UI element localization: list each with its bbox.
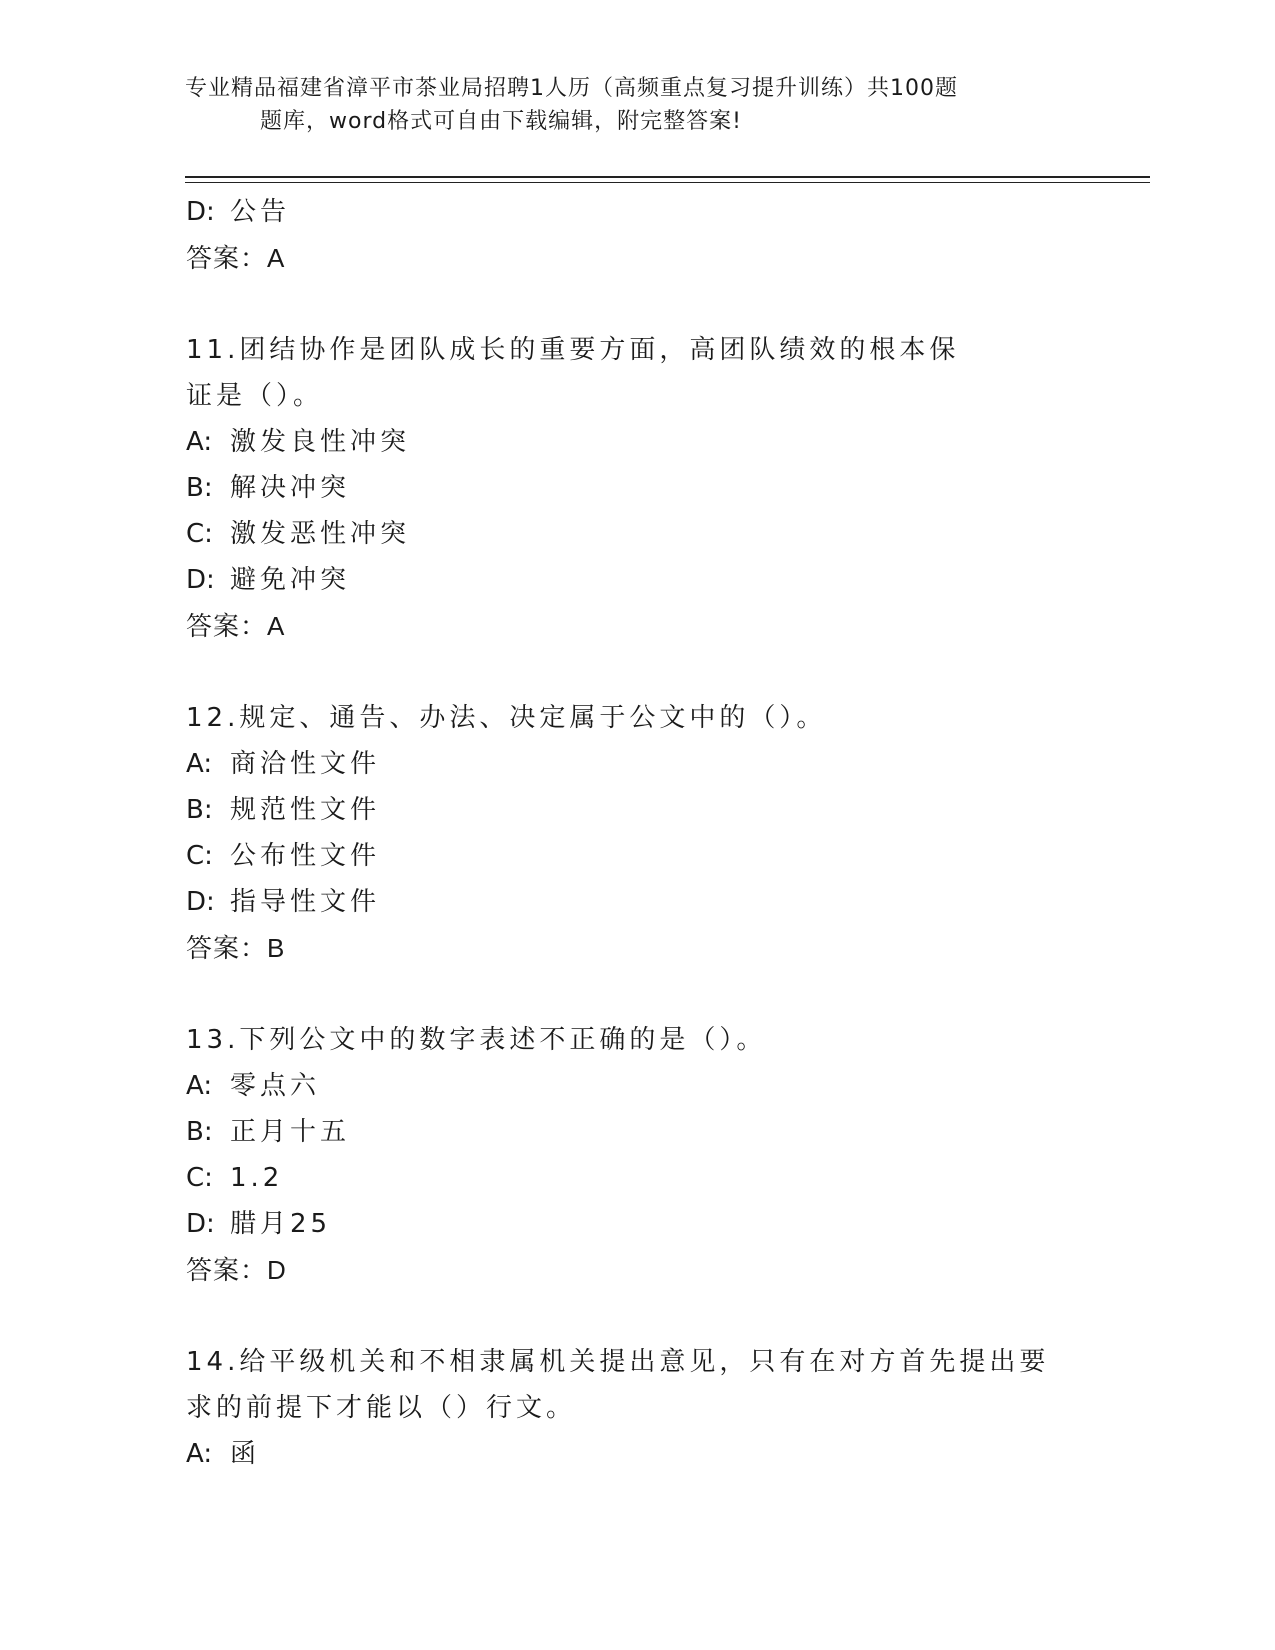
header-rule-thick	[185, 176, 1150, 178]
option-letter: A:	[186, 427, 213, 457]
option-a	[186, 741, 1086, 787]
option-b	[186, 1109, 1086, 1155]
option-text: 腊月25	[230, 1209, 332, 1239]
option-text: 零点六	[230, 1071, 321, 1101]
option-letter: C:	[186, 1163, 213, 1193]
answer-line: 答案：D	[186, 1255, 287, 1285]
option-d	[186, 879, 1086, 925]
spacer	[186, 971, 1086, 1017]
option-letter: C:	[186, 841, 213, 871]
option-letter: A:	[186, 749, 213, 779]
option-letter: D:	[186, 197, 215, 227]
spacer	[186, 1293, 1086, 1339]
option-text: 公告	[230, 197, 291, 227]
question-stem: 11.团结协作是团队成长的重要方面，高团队绩效的根本保证是（）。	[186, 335, 960, 411]
option-text: 1.2	[230, 1163, 284, 1193]
option-a	[186, 1063, 1086, 1109]
option-text: 商洽性文件	[230, 749, 381, 779]
option-d	[186, 189, 1086, 235]
option-text: 函	[230, 1439, 261, 1469]
option-text: 解决冲突	[230, 473, 351, 503]
answer-line: 答案：A	[186, 611, 286, 641]
option-letter: A:	[186, 1439, 213, 1469]
option-text: 规范性文件	[230, 795, 381, 825]
option-c	[186, 1155, 1086, 1201]
option-d	[186, 1201, 1086, 1247]
document-header	[185, 72, 1055, 138]
spacer	[186, 649, 1086, 695]
option-text: 避免冲突	[230, 565, 351, 595]
header-title-line2: 题库，word格式可自由下载编辑，附完整答案!	[260, 109, 742, 134]
header-title-line1: 专业精品福建省漳平市茶业局招聘1人历（高频重点复习提升训练）共100题	[185, 76, 958, 101]
question-stem: 12.规定、通告、办法、决定属于公文中的（）。	[186, 703, 827, 733]
option-text: 激发恶性冲突	[230, 519, 411, 549]
option-letter: C:	[186, 519, 213, 549]
option-text: 激发良性冲突	[230, 427, 411, 457]
option-b	[186, 465, 1086, 511]
option-letter: B:	[186, 795, 213, 825]
option-letter: A:	[186, 1071, 213, 1101]
option-text: 公布性文件	[230, 841, 381, 871]
option-letter: D:	[186, 565, 215, 595]
question-stem: 14.给平级机关和不相隶属机关提出意见，只有在对方首先提出要求的前提下才能以（）行文。	[186, 1347, 1050, 1423]
option-text: 正月十五	[230, 1117, 351, 1147]
option-a	[186, 419, 1086, 465]
answer-line: 答案：A	[186, 243, 286, 273]
option-d	[186, 557, 1086, 603]
option-letter: B:	[186, 1117, 213, 1147]
option-b	[186, 787, 1086, 833]
option-c	[186, 833, 1086, 879]
option-letter: D:	[186, 887, 215, 917]
option-letter: B:	[186, 473, 213, 503]
question-list	[186, 189, 1086, 1477]
option-c	[186, 511, 1086, 557]
question-stem: 13.下列公文中的数字表述不正确的是（）。	[186, 1025, 767, 1055]
answer-line: 答案：B	[186, 933, 286, 963]
option-a	[186, 1431, 1086, 1477]
header-rule-thin	[185, 182, 1150, 183]
option-text: 指导性文件	[230, 887, 381, 917]
spacer	[186, 281, 1086, 327]
option-letter: D:	[186, 1209, 215, 1239]
